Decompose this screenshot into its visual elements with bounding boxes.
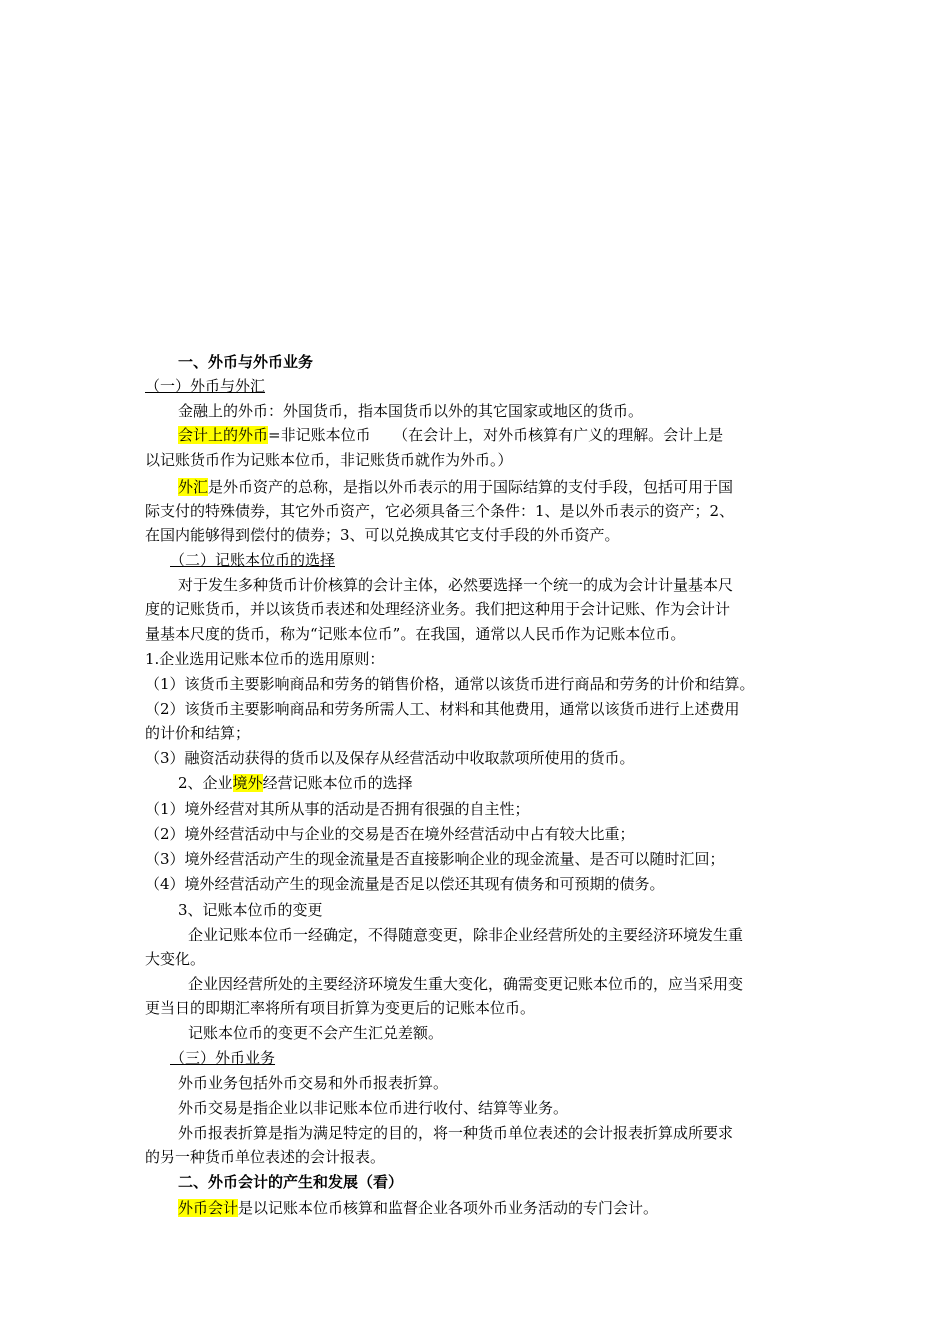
paragraph-no-difference: 记账本位币的变更不会产生汇兑差额。 (188, 1024, 444, 1042)
paragraph-line: 度的记账货币，并以该货币表述和处理经济业务。我们把这种用于会计记账、作为会计计 (145, 600, 731, 618)
section-title-1: （一）外币与外汇 (145, 377, 266, 395)
heading-1: 一、外币与外币业务 (178, 353, 314, 371)
heading-2: 二、外币会计的产生和发展（看） (178, 1173, 404, 1191)
highlight-term: 外币会计 (178, 1199, 239, 1217)
paragraph-business: 外币业务包括外币交易和外币报表折算。 (178, 1074, 449, 1092)
paragraph-functional-currency: 对于发生多种货币计价核算的会计主体，必然要选择一个统一的成为会计计量基本尺 (178, 576, 734, 594)
paragraph-line: 的另一种货币单位表述的会计报表。 (145, 1148, 386, 1166)
list-item: （4）境外经营活动产生的现金流量是否足以偿还其现有债务和可预期的债务。 (145, 875, 665, 893)
paragraph-transaction: 外币交易是指企业以非记账本位币进行收付、结算等业务。 (178, 1099, 569, 1117)
paragraph-line: 大变化。 (145, 950, 206, 968)
paragraph-foreign-currency-accounting: 外币会计是以记账本位币核算和监督企业各项外币业务活动的专门会计。 (178, 1199, 659, 1217)
list-item: （2）该货币主要影响商品和劳务所需人工、材料和其他费用，通常以该货币进行上述费用 (145, 700, 740, 718)
paragraph-accounting-foreign-currency: 会计上的外币=非记账本位币 （在会计上，对外币核算有广义的理解。会计上是 (178, 426, 724, 444)
paragraph-foreign-exchange: 外汇是外币资产的总称，是指以外币表示的用于国际结算的支付手段，包括可用于国 (178, 478, 734, 496)
list-item: （1）境外经营对其所从事的活动是否拥有很强的自主性； (145, 800, 530, 818)
paragraph-translation: 外币报表折算是指为满足特定的目的，将一种货币单位表述的会计报表折算成所要求 (178, 1124, 734, 1142)
subsection-title: 3、记账本位币的变更 (178, 901, 323, 919)
highlight-term: 会计上的外币 (178, 426, 269, 444)
paragraph-line: 更当日的即期汇率将所有项目折算为变更后的记账本位币。 (145, 999, 536, 1017)
paragraph-line: 以记账货币作为记账本位币，非记账货币就作为外币。） (145, 451, 513, 469)
highlight-term: 外汇 (178, 478, 209, 496)
list-item-continuation: 的计价和结算； (145, 724, 251, 742)
list-item: （2）境外经营活动中与企业的交易是否在境外经营活动中占有较大比重； (145, 825, 635, 843)
paragraph-line: 在国内能够得到偿付的债券；3、可以兑换成其它支付手段的外币资产。 (145, 526, 620, 544)
list-item: （1）该货币主要影响商品和劳务的销售价格，通常以该货币进行商品和劳务的计价和结算。 (145, 675, 755, 693)
paragraph-change-rate: 企业因经营所处的主要经济环境发生重大变化，确需变更记账本位币的，应当采用变 (188, 975, 744, 993)
list-item: （3）融资活动获得的货币以及保存从经营活动中收取款项所使用的货币。 (145, 749, 635, 767)
paragraph-line: 际支付的特殊债券，其它外币资产，它必须具备三个条件：1、是以外币表示的资产；2、 (145, 502, 735, 520)
paragraph-financial-foreign-currency: 金融上的外币：外国货币，指本国货币以外的其它国家或地区的货币。 (178, 402, 644, 420)
highlight-term: 境外 (232, 774, 263, 792)
paragraph-change: 企业记账本位币一经确定，不得随意变更，除非企业经营所处的主要经济环境发生重 (188, 926, 744, 944)
paragraph-line: 量基本尺度的货币，称为“记账本位币”。在我国，通常以人民币作为记账本位币。 (145, 625, 686, 643)
list-item: （3）境外经营活动产生的现金流量是否直接影响企业的现金流量、是否可以随时汇回； (145, 850, 725, 868)
list-title: 1.企业选用记账本位币的选用原则： (145, 650, 385, 668)
section-title-2: （二）记账本位币的选择 (170, 551, 336, 569)
section-title-3: （三）外币业务 (170, 1049, 276, 1067)
list-title-overseas: 2、企业境外经营记账本位币的选择 (178, 774, 413, 792)
